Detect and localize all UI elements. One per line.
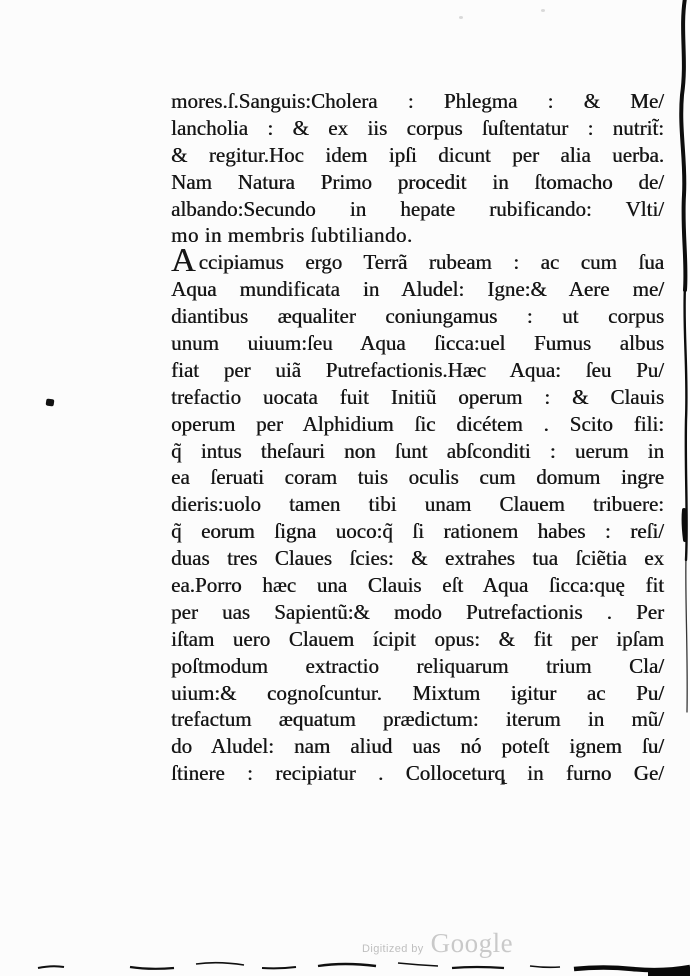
text-line: q̃ intus theſauri non ſunt abſconditi : uerum in [171,438,664,463]
text-line: diantibus æqualiter coniungamus : ut corpus [171,304,664,329]
text-line: duas tres Claues ſcies: & extrahes tua ſciẽtia ex [171,546,664,571]
text-line: mo in membris ſubtiliando. [171,223,413,248]
text-line: q̃ eorum ſigna uoco:q̃ ſi rationem habes : reſi/ [171,519,664,544]
latin-text-block [171,88,664,787]
text-line: Nam Natura Primo procedit in ſtomacho de/ [171,169,664,194]
text-line: albando:Secundo in hepate rubificando: Vlti/ [171,196,664,221]
text-line: & regitur.Hoc idem ipſi dicunt per alia uerba. [171,142,664,167]
faint-speck [459,16,463,19]
text-line: per uas Sapientũ:& modo Putrefactionis . Per [171,599,664,624]
faint-speck [541,9,545,12]
text-line: ea.Porro hæc una Clauis eſt Aqua ſicca:quę fit [171,573,664,598]
text-line-with-initial [171,242,664,280]
text-line: operum per Alphidium ſic dicétem . Scito fili: [171,411,664,436]
text-line: trefactum æquatum prædictum: iterum in mũ/ [171,707,664,732]
text-line: lancholia : & ex iis corpus ſuſtentatur : nutrit̃: [171,115,664,140]
digitized-by-google-watermark [362,928,513,959]
text-line: mores.ſ.Sanguis:Cholera : Phlegma : & Me/ [171,89,664,113]
text-line: poſtmodum extractio reliquarum trium Cla/ [171,653,664,678]
text-line: trefactio uocata fuit Initiũ operum : & Clauis [171,384,664,409]
text-line: dieris:uolo tamen tibi unam Clauem tribuere: [171,492,664,517]
text-line: uium:& cognoſcuntur. Mixtum igitur ac Pu/ [171,680,664,705]
text-line: ccipiamus ergo Terrã rubeam : ac cum ſua [198,250,664,275]
text-line: ea ſeruati coram tuis oculis cum domum ingre [171,465,664,490]
text-line: iſtam uero Clauem ícipit opus: & fit per ipſam [171,626,664,651]
initial-capital: A [171,242,199,280]
text-line: unum uiuum:ſeu Aqua ſicca:uel Fumus albus [171,331,664,356]
scan-edge-line [676,0,690,720]
text-line: Aqua mundificata in Aludel: Igne:& Aere me/ [171,277,664,302]
text-line: fiat per uiã Putrefactionis.Hæc Aqua: ſeu Pu/ [171,357,664,382]
scan-bottom-edge-marks [0,954,690,976]
ink-speck [46,398,55,406]
text-line: ſtinere : recipiatur . Colloceturq̨ in furno Ge/ [171,761,664,786]
text-line: do Aludel: nam aliud uas nó poteſt ignem ſu/ [171,734,664,759]
google-logo-text: Google [430,928,514,958]
watermark-prefix-text: Digitized by [362,943,424,955]
